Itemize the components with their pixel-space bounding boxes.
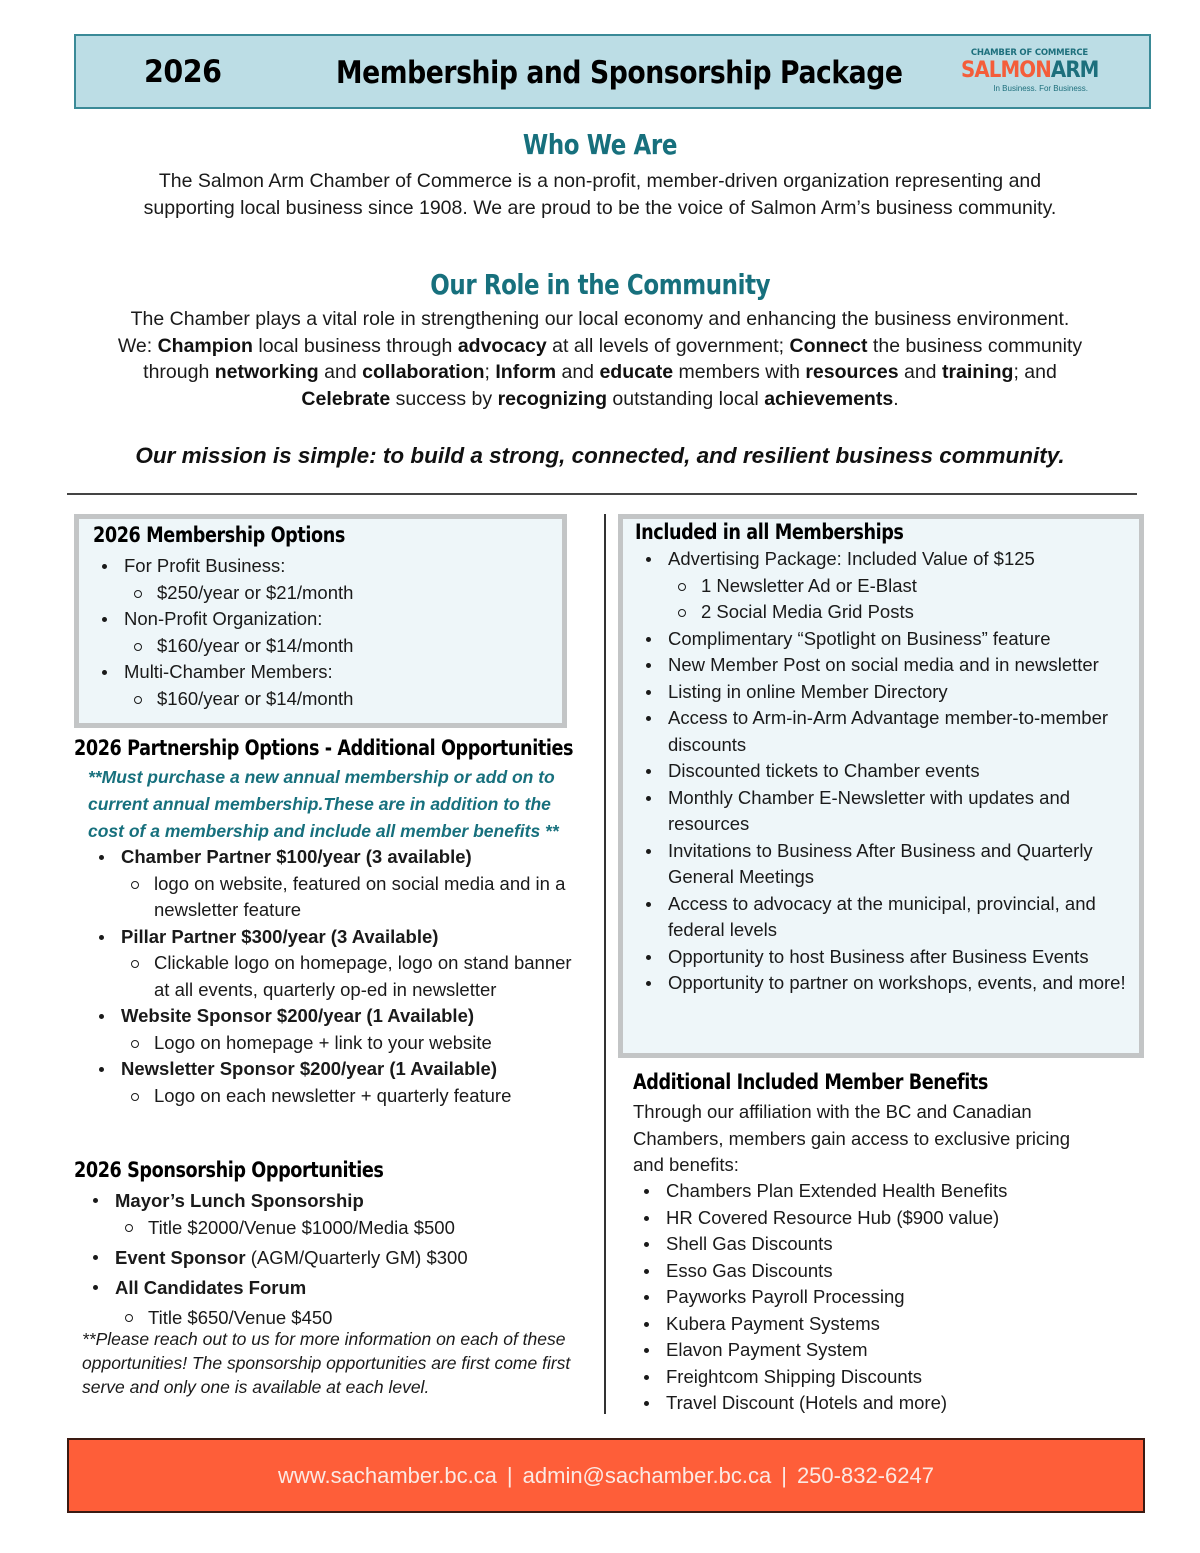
sub-list-item: logo on website, featured on social media and in a newsletter feature	[88, 871, 578, 924]
list-item: New Member Post on social media and in newsletter	[635, 652, 1127, 679]
sponsorship-label: All Candidates Forum	[115, 1277, 307, 1298]
website-link[interactable]: www.sachamber.bc.ca	[278, 1463, 497, 1488]
horizontal-divider	[67, 493, 1137, 495]
sponsorship-label: Event Sponsor	[115, 1247, 246, 1268]
logo-tagline: In Business. For Business.	[993, 84, 1088, 93]
partnership-options-heading: 2026 Partnership Options - Additional Opportunities	[74, 736, 574, 760]
role-text: members with	[673, 361, 806, 383]
role-keyword: Celebrate	[301, 387, 391, 410]
benefit-item: Shell Gas Discounts	[633, 1231, 1113, 1258]
additional-benefits-intro: Through our affiliation with the BC and Canadian Chambers, members gain access to exclusive pricing and benefits:	[633, 1101, 1070, 1175]
role-text: and	[318, 361, 363, 383]
header-year: 2026	[144, 54, 222, 90]
list-item: Invitations to Business After Business and Quarterly General Meetings	[635, 838, 1127, 891]
sponsorship-label: Mayor’s Lunch Sponsorship	[115, 1190, 364, 1211]
role-keyword: Inform	[495, 361, 557, 383]
list-item: Chamber Partner $100/year (3 available)	[88, 844, 578, 871]
sponsorship-item	[82, 1274, 582, 1301]
role-keyword: advocacy	[457, 334, 547, 357]
email-link[interactable]: admin@sachamber.bc.ca	[522, 1463, 772, 1488]
logo-brand-salmon: SALMON	[961, 58, 1051, 83]
benefit-item: Payworks Payroll Processing	[633, 1284, 1113, 1311]
list-item: Access to advocacy at the municipal, provincial, and federal levels	[635, 891, 1127, 944]
membership-options-list	[91, 553, 550, 712]
logo-brand	[961, 58, 1099, 84]
role-keyword: resources	[805, 361, 899, 383]
role-text: and	[556, 361, 600, 383]
our-role-heading: Our Role in the Community	[430, 268, 770, 301]
list-item: Non-Profit Organization:	[91, 606, 550, 633]
sponsorship-sub-item: Title $650/Venue $450	[82, 1304, 582, 1331]
sub-list-item: $160/year or $14/month	[91, 633, 550, 660]
role-text: We:	[117, 334, 158, 357]
who-we-are-line-2: supporting local business since 1908. We are proud to be the voice of Salmon Arm’s business community.	[143, 196, 1057, 219]
membership-options-heading: 2026 Membership Options	[93, 523, 345, 547]
role-text: success by	[390, 387, 498, 410]
logo-top-line: CHAMBER OF COMMERCE	[970, 48, 1088, 58]
membership-options-box	[74, 514, 567, 728]
included-in-all-list	[635, 546, 1127, 997]
list-item: Opportunity to host Business after Business Events	[635, 944, 1127, 971]
role-keyword: Connect	[789, 334, 868, 357]
additional-benefits-list	[633, 1178, 1113, 1417]
role-text: .	[893, 387, 899, 410]
who-we-are-line-1: The Salmon Arm Chamber of Commerce is a non-profit, member-driven organization representing and	[158, 170, 1042, 192]
partnership-note: **Must purchase a new annual membership or add on to current annual membership.These are in addition to the cost of a membership and include all member benefits **	[88, 767, 559, 841]
benefit-item: Esso Gas Discounts	[633, 1258, 1113, 1285]
benefit-item: Chambers Plan Extended Health Benefits	[633, 1178, 1113, 1205]
list-item: Newsletter Sponsor $200/year (1 Available)	[88, 1056, 578, 1083]
contact-footer	[67, 1438, 1145, 1513]
role-keyword: training	[941, 361, 1014, 383]
list-item: Complimentary “Spotlight on Business” feature	[635, 626, 1127, 653]
logo-brand-arm: ARM	[1050, 58, 1099, 83]
role-keyword: achievements	[764, 387, 894, 410]
list-item: Monthly Chamber E-Newsletter with updates and resources	[635, 785, 1127, 838]
partnership-options-list	[88, 844, 578, 1109]
role-text: outstanding local	[606, 387, 765, 410]
sponsorship-list	[82, 1187, 582, 1331]
who-we-are-heading: Who We Are	[522, 128, 678, 161]
footer-separator: |	[506, 1463, 513, 1488]
role-text: and	[898, 361, 942, 383]
header-banner	[74, 34, 1151, 109]
our-role-pillars	[70, 333, 1130, 413]
our-role-text	[70, 306, 1130, 412]
chamber-logo	[946, 48, 1099, 93]
sub-list-item: Clickable logo on homepage, logo on stand banner at all events, quarterly op-ed in newsletter	[88, 950, 578, 1003]
benefit-item: Elavon Payment System	[633, 1337, 1113, 1364]
sub-list-item: 2 Social Media Grid Posts	[635, 599, 1127, 626]
role-text: local business through	[252, 334, 458, 357]
role-keyword: collaboration	[362, 361, 485, 383]
our-role-intro: The Chamber plays a vital role in strengthening our local economy and enhancing the business environment.	[130, 308, 1070, 330]
sponsorship-note: **Please reach out to us for more information on each of these opportunities! The sponsorship opportunities are first come first serve and only one is available at each level.	[82, 1329, 571, 1397]
role-keyword: Champion	[157, 334, 253, 357]
benefit-item: Freightcom Shipping Discounts	[633, 1364, 1113, 1391]
sub-list-item: Logo on homepage + link to your website	[88, 1030, 578, 1057]
sponsorship-heading: 2026 Sponsorship Opportunities	[74, 1158, 384, 1182]
list-item: Pillar Partner $300/year (3 Available)	[88, 924, 578, 951]
list-item: Multi-Chamber Members:	[91, 659, 550, 686]
sponsorship-detail: (AGM/Quarterly GM) $300	[245, 1247, 468, 1268]
sub-list-item: Logo on each newsletter + quarterly feature	[88, 1083, 578, 1110]
role-text: ; and	[1013, 361, 1057, 383]
benefit-item: HR Covered Resource Hub ($900 value)	[633, 1205, 1113, 1232]
page-title: Membership and Sponsorship Package	[336, 55, 903, 91]
footer-separator: |	[781, 1463, 787, 1488]
list-item: Discounted tickets to Chamber events	[635, 758, 1127, 785]
included-in-all-heading: Included in all Memberships	[635, 520, 904, 544]
included-in-all-box	[618, 514, 1144, 1058]
list-item: For Profit Business:	[91, 553, 550, 580]
sub-list-item: $250/year or $21/month	[91, 580, 550, 607]
list-item: Opportunity to partner on workshops, events, and more!	[635, 970, 1127, 997]
sponsorship-item	[82, 1244, 582, 1271]
list-item: Listing in online Member Directory	[635, 679, 1127, 706]
additional-benefits-heading: Additional Included Member Benefits	[633, 1070, 988, 1094]
who-we-are-text	[80, 168, 1120, 221]
mission-statement: Our mission is simple: to build a strong, connected, and resilient business community.	[135, 443, 1065, 468]
benefit-item: Travel Discount (Hotels and more)	[633, 1390, 1113, 1417]
role-keyword: educate	[599, 361, 674, 383]
list-item: Access to Arm-in-Arm Advantage member-to-member discounts	[635, 705, 1127, 758]
list-item: Website Sponsor $200/year (1 Available)	[88, 1003, 578, 1030]
benefit-item: Kubera Payment Systems	[633, 1311, 1113, 1338]
role-text: at all levels of government;	[546, 334, 790, 357]
sponsorship-item	[82, 1187, 582, 1214]
sponsorship-sub-item: Title $2000/Venue $1000/Media $500	[82, 1214, 582, 1241]
list-item: Advertising Package: Included Value of $125	[635, 546, 1127, 573]
sub-list-item: $160/year or $14/month	[91, 686, 550, 713]
column-divider	[604, 514, 606, 1414]
sub-list-item: 1 Newsletter Ad or E-Blast	[635, 573, 1127, 600]
phone-number[interactable]: 250-832-6247	[796, 1463, 934, 1488]
role-text: the business community through	[143, 334, 1083, 383]
role-text: ;	[484, 361, 496, 383]
role-keyword: recognizing	[497, 387, 607, 410]
role-keyword: networking	[214, 361, 319, 383]
